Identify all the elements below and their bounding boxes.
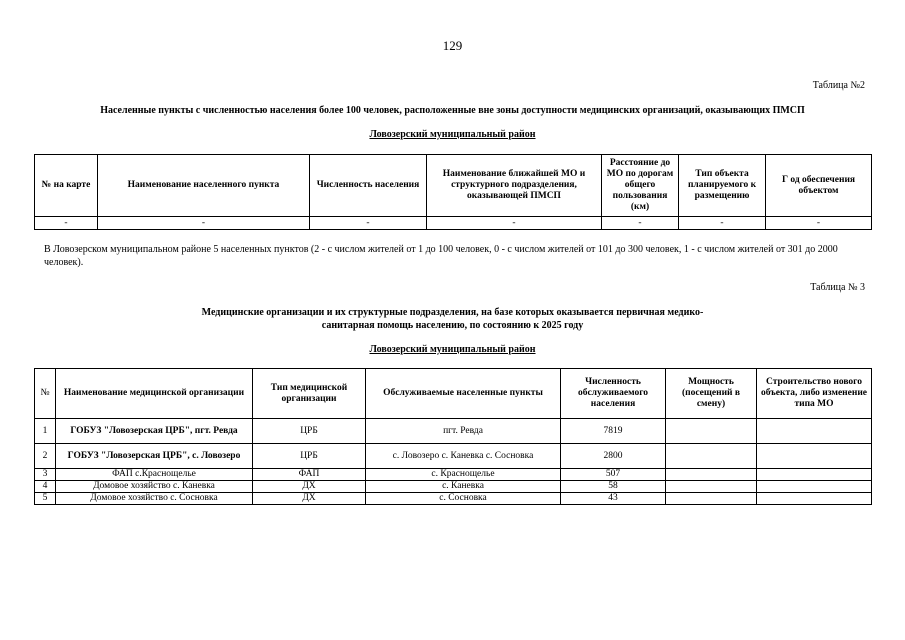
t3-cell-build: [757, 481, 872, 493]
t3-cell-name: ФАП с.Краснощелье: [56, 469, 253, 481]
t2-header-nearest-mo: Наименование ближайшей МО и структурного подразделения, оказывающей ПМСП: [427, 155, 602, 217]
t3-cell-build: [757, 493, 872, 505]
t3-cell-num: 1: [35, 419, 56, 444]
table-row: [35, 469, 872, 481]
t3-cell-name: Домовое хозяйство с. Каневка: [56, 481, 253, 493]
t3-cell-num: 2: [35, 444, 56, 469]
t2-cell: -: [98, 217, 310, 230]
t3-header-type: Тип медицинской организации: [253, 369, 366, 419]
t3-header-population: Численность обслуживаемого населения: [561, 369, 666, 419]
t3-cell-pop: 58: [561, 481, 666, 493]
t3-cell-build: [757, 419, 872, 444]
t3-cell-points: с. Краснощелье: [366, 469, 561, 481]
t3-cell-type: ЦРБ: [253, 419, 366, 444]
t2-header-population: Численность населения: [310, 155, 427, 217]
table3: [34, 368, 872, 505]
t3-header-name: Наименование медицинской организации: [56, 369, 253, 419]
t3-cell-power: [666, 419, 757, 444]
table2: [34, 154, 872, 230]
t2-header-object-type: Тип объекта планируемого к размещению: [679, 155, 766, 217]
table2-label: Таблица №2: [812, 80, 865, 91]
table2-district: Ловозерский муниципальный район: [369, 129, 536, 140]
t3-header-points: Обслуживаемые населенные пункты: [366, 369, 561, 419]
table3-district: Ловозерский муниципальный район: [369, 344, 536, 355]
t3-cell-name: ГОБУЗ "Ловозерская ЦРБ", с. Ловозеро: [56, 444, 253, 469]
t2-header-distance: Расстояние до МО по дорогам общего пользования (км): [602, 155, 679, 217]
t3-cell-name: ГОБУЗ "Ловозерская ЦРБ", пгт. Ревда: [56, 419, 253, 444]
t2-header-name: Наименование населенного пункта: [98, 155, 310, 217]
table-row: [35, 217, 872, 230]
t3-cell-pop: 507: [561, 469, 666, 481]
t3-cell-pop: 2800: [561, 444, 666, 469]
t3-cell-type: ДХ: [253, 493, 366, 505]
table-row: [35, 481, 872, 493]
t2-cell: -: [310, 217, 427, 230]
t3-cell-pop: 43: [561, 493, 666, 505]
t3-cell-build: [757, 469, 872, 481]
t2-cell: -: [427, 217, 602, 230]
t3-cell-power: [666, 444, 757, 469]
table-row: [35, 419, 872, 444]
page-number: 129: [442, 38, 463, 53]
t2-cell: -: [35, 217, 98, 230]
t2-cell: -: [766, 217, 872, 230]
t3-cell-build: [757, 444, 872, 469]
t3-cell-pop: 7819: [561, 419, 666, 444]
t3-cell-power: [666, 481, 757, 493]
table-row: [35, 493, 872, 505]
t3-cell-type: ФАП: [253, 469, 366, 481]
t2-header-year: Г од обеспечения объектом: [766, 155, 872, 217]
table-row: [35, 444, 872, 469]
t3-cell-num: 5: [35, 493, 56, 505]
t3-cell-type: ДХ: [253, 481, 366, 493]
t3-cell-num: 3: [35, 469, 56, 481]
t3-cell-type: ЦРБ: [253, 444, 366, 469]
t2-cell: -: [602, 217, 679, 230]
t2-cell: -: [679, 217, 766, 230]
t2-header-num: № на карте: [35, 155, 98, 217]
district-note: В Ловозерском муниципальном районе 5 населенных пунктов (2 - с числом жителей от 1 до 100 человек, 0 - с числом жителей от 101 до 300 человек, 1 - с числом жителей от 301 до 2000 человек).: [44, 244, 838, 268]
t3-cell-power: [666, 469, 757, 481]
table2-title: Населенные пункты с численностью населения более 100 человек, расположенные вне зоны доступности медицинских организаций, оказывающих ПМСП: [100, 105, 805, 116]
t3-header-num: №: [35, 369, 56, 419]
t3-cell-points: пгт. Ревда: [366, 419, 561, 444]
t3-header-power: Мощность (посещений в смену): [666, 369, 757, 419]
table3-label: Таблица № 3: [810, 282, 865, 293]
t3-cell-num: 4: [35, 481, 56, 493]
t3-cell-points: с. Сосновка: [366, 493, 561, 505]
t3-header-build: Строительство нового объекта, либо изменение типа МО: [757, 369, 872, 419]
table3-title-line1: Медицинские организации и их структурные подразделения, на базе которых оказывается первичная медико-: [201, 307, 704, 318]
t3-cell-name: Домовое хозяйство с. Сосновка: [56, 493, 253, 505]
t3-cell-points: с. Каневка: [366, 481, 561, 493]
t3-cell-power: [666, 493, 757, 505]
t3-cell-points: с. Ловозеро с. Каневка с. Сосновка: [366, 444, 561, 469]
table3-title-line2: санитарная помощь населению, по состоянию к 2025 году: [321, 320, 584, 331]
